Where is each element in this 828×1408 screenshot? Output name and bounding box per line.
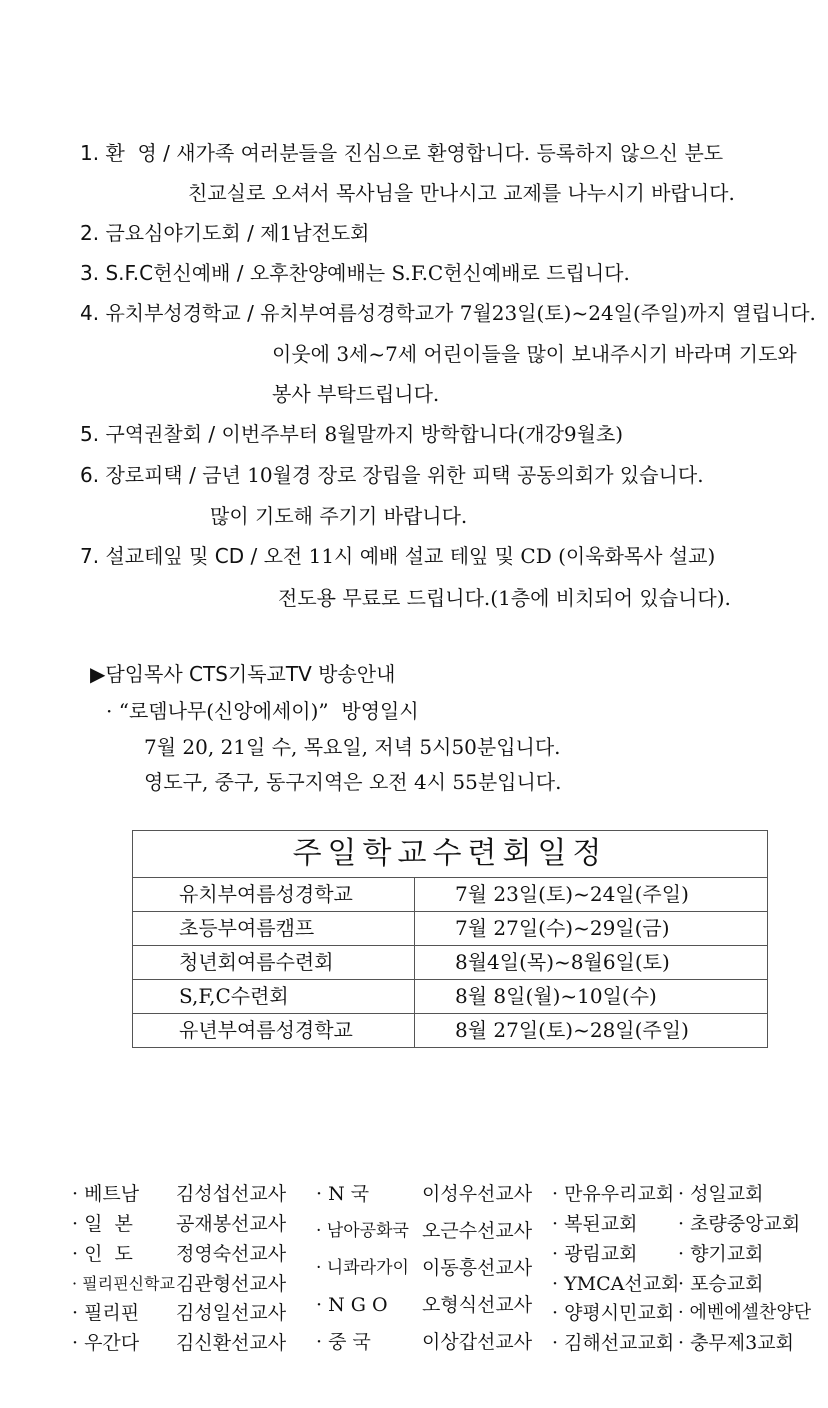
announcement-number: 3. [80, 261, 100, 285]
announcement-7-cont: 전도용 무료로 드립니다.(1층에 비치되어 있습니다). [278, 586, 731, 610]
event-name: 청년회여름수련회 [133, 946, 415, 979]
separator: / [247, 301, 254, 325]
broadcast-line-1: 7월 20, 21일 수, 목요일, 저녁 5시50분입니다. [144, 735, 561, 759]
announcement-6 [80, 462, 704, 488]
mission-region: · 필리핀신학교 [72, 1274, 175, 1293]
announcement-2 [80, 220, 370, 246]
missionary-name: 이성우선교사 [422, 1183, 533, 1205]
missionary-name: 김성일선교사 [176, 1302, 287, 1324]
announcement-text: 오후찬양예배는 S.F.C헌신예배로 드립니다. [249, 261, 630, 285]
missionary-name: 공재봉선교사 [176, 1213, 287, 1235]
missionary-name: 이상갑선교사 [422, 1331, 533, 1353]
mission-region: · 중 국 [316, 1331, 371, 1353]
mission-region: · 남아공화국 [316, 1221, 409, 1241]
announcement-4-cont2: 봉사 부탁드립니다. [272, 382, 440, 406]
table-row [133, 878, 767, 912]
announcement-number: 7. [80, 544, 100, 568]
bullet: · [106, 699, 113, 723]
announcement-number: 2. [80, 221, 100, 245]
broadcast-heading: ▶담임목사 CTS기독교TV 방송안내 [90, 662, 396, 686]
table-row [133, 946, 767, 980]
announcement-title: 유치부성경학교 [105, 301, 241, 325]
announcement-title: 장로피택 [105, 463, 183, 487]
missionary-name: 정영숙선교사 [176, 1243, 287, 1265]
table-row [133, 912, 767, 946]
announcement-1-cont: 친교실로 오셔서 목사님을 만나시고 교제를 나누시기 바랍니다. [188, 181, 735, 205]
announcement-text: 새가족 여러분들을 진심으로 환영합니다. 등록하지 않으신 분도 [176, 141, 724, 165]
announcement-text: 오전 11시 예배 설교 테잎 및 CD (이욱화목사 설교) [263, 544, 716, 568]
announcement-4-cont: 이웃에 3세~7세 어린이들을 많이 보내주시기 바라며 기도와 [272, 342, 797, 366]
announcement-3 [80, 260, 630, 286]
announcement-1 [80, 140, 723, 166]
missionary-name: 오형식선교사 [422, 1294, 533, 1316]
announcement-text: 유치부여름성경학교가 7월23일(토)~24일(주일)까지 열립니다. [260, 301, 816, 325]
event-name: 유년부여름성경학교 [133, 1014, 415, 1047]
supporting-church: · 복된교회 [552, 1213, 638, 1235]
announcement-number: 5. [80, 422, 100, 446]
supporting-church: · 김해선교교회 [552, 1332, 675, 1354]
supporting-church: · 포승교회 [678, 1273, 764, 1295]
schedule-table [132, 830, 768, 1048]
mission-region: · 일 본 [72, 1213, 133, 1235]
announcement-6-cont: 많이 기도해 주기기 바랍니다. [210, 504, 468, 528]
supporting-church: · 성일교회 [678, 1183, 764, 1205]
announcement-text: 금년 10월경 장로 장립을 위한 피택 공동의회가 있습니다. [202, 463, 704, 487]
mission-region: · 인 도 [72, 1243, 133, 1265]
missionary-name: 김신환선교사 [176, 1332, 287, 1354]
broadcast-program [106, 698, 419, 724]
event-date: 7월 27일(수)~29일(금) [455, 916, 670, 940]
supporting-church: · 광림교회 [552, 1243, 638, 1265]
supporting-church: · 에벤에셀찬양단 [678, 1302, 812, 1323]
announcement-text: 이번주부터 8월말까지 방학합니다(개강9월초) [221, 422, 624, 446]
announcement-7 [80, 543, 715, 569]
separator: / [189, 463, 196, 487]
event-date: 7월 23일(토)~24일(주일) [455, 882, 689, 906]
announcement-number: 4. [80, 301, 100, 325]
event-name: S,F,C수련회 [133, 980, 415, 1013]
mission-region: · N 국 [316, 1183, 370, 1205]
announcement-4 [80, 300, 816, 326]
announcement-number: 1. [80, 141, 100, 165]
missionary-name: 이동흥선교사 [422, 1257, 533, 1279]
schedule-title: 주일학교수련회일정 [133, 831, 767, 878]
supporting-church: · 충무제3교회 [678, 1332, 794, 1354]
separator: / [208, 422, 216, 446]
announcement-title: S.F.C헌신예배 [105, 261, 231, 285]
mission-region: · 우간다 [72, 1332, 140, 1354]
event-date: 8월 27일(토)~28일(주일) [455, 1018, 689, 1042]
table-row [133, 1014, 767, 1047]
separator: / [250, 544, 258, 568]
supporting-church: · 향기교회 [678, 1243, 764, 1265]
table-row [133, 980, 767, 1014]
event-date: 8월 8일(월)~10일(수) [455, 984, 657, 1008]
mission-region: · N G O [316, 1294, 388, 1316]
missionary-name: 김성섭선교사 [176, 1183, 287, 1205]
broadcast-line-2: 영도구, 중구, 동구지역은 오전 4시 55분입니다. [144, 770, 562, 794]
missionary-name: 오근수선교사 [422, 1220, 533, 1242]
supporting-church: · 만유우리교회 [552, 1183, 675, 1205]
announcement-text: 제1남전도회 [260, 221, 370, 245]
announcement-title: 환 영 [105, 141, 157, 165]
program-title: “로뎀나무(신앙에세이)” 방영일시 [118, 699, 419, 723]
event-name: 초등부여름캠프 [133, 912, 415, 945]
supporting-church: · 양평시민교회 [552, 1302, 675, 1324]
separator: / [247, 221, 254, 245]
event-name: 유치부여름성경학교 [133, 878, 415, 911]
missionary-name: 김관형선교사 [176, 1273, 287, 1295]
mission-region: · 니콰라가이 [316, 1258, 409, 1278]
supporting-church: · YMCA선교회 [552, 1273, 680, 1295]
mission-region: · 필리핀 [72, 1302, 140, 1324]
announcement-title: 구역권찰회 [105, 422, 203, 446]
mission-region: · 베트남 [72, 1183, 140, 1205]
separator: / [163, 141, 170, 165]
supporting-church: · 초량중앙교회 [678, 1213, 801, 1235]
announcement-title: 설교테잎 및 CD [105, 544, 245, 568]
announcement-title: 금요심야기도회 [105, 221, 241, 245]
event-date: 8월4일(목)~8월6일(토) [455, 950, 670, 974]
announcement-5 [80, 421, 623, 447]
announcement-number: 6. [80, 463, 100, 487]
separator: / [236, 261, 244, 285]
